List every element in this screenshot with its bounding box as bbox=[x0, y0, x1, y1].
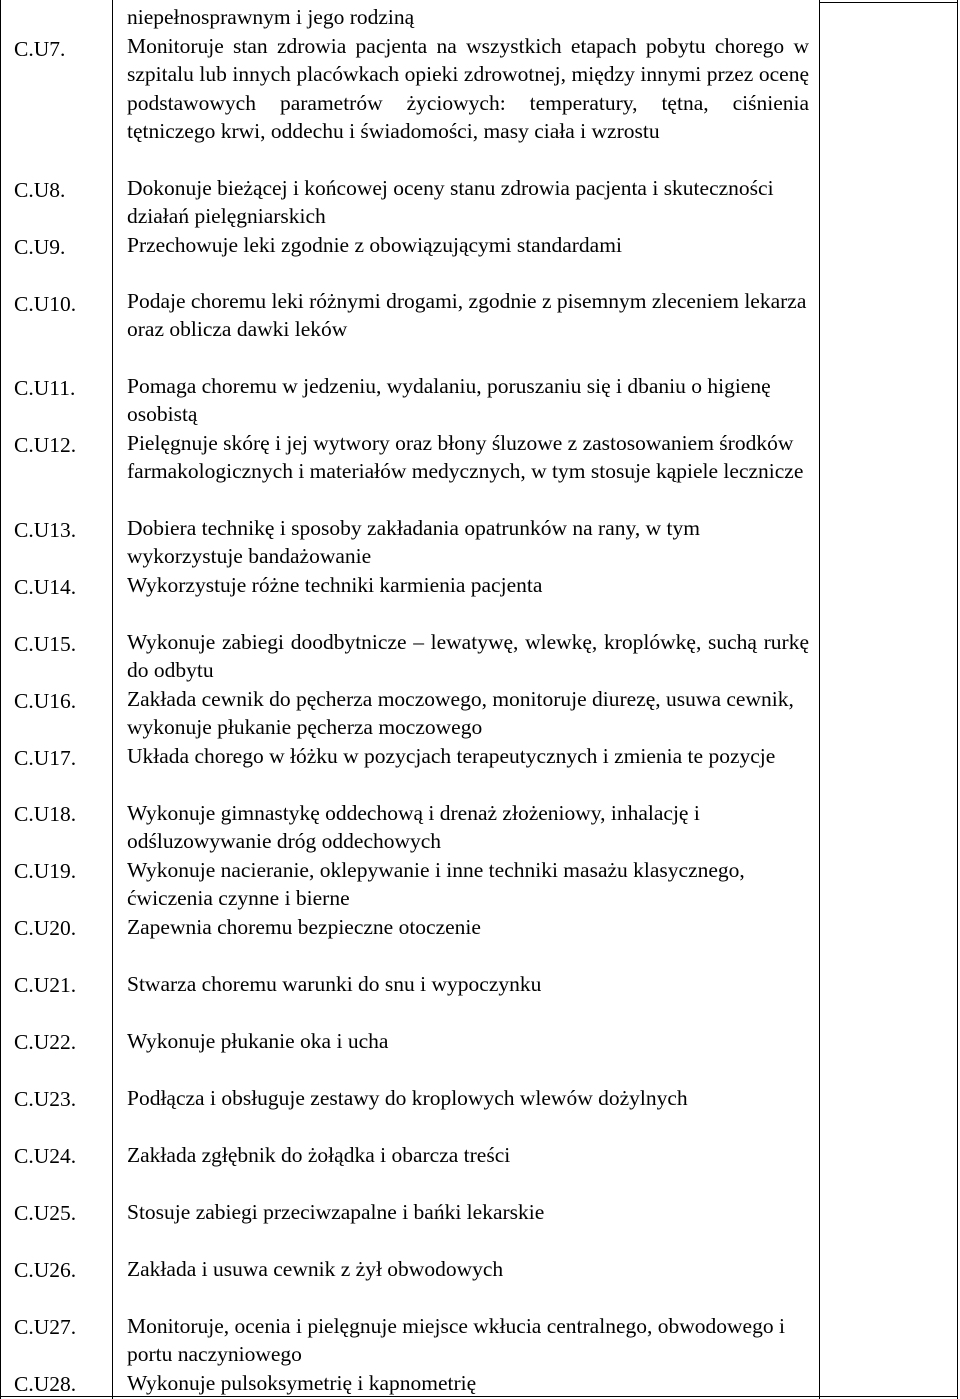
table-border-left bbox=[0, 0, 1, 1399]
row-code: C.U16. bbox=[14, 689, 77, 713]
table-border-right bbox=[957, 0, 958, 1399]
row-text: Monitoruje, ocenia i pielęgnuje miejsce wkłucia centralnego, obwodowego i portu naczyniowego bbox=[127, 1314, 785, 1367]
row-code: C.U23. bbox=[14, 1087, 77, 1111]
row-text: Układa chorego w łóżku w pozycjach terapeutycznych i zmienia te pozycje bbox=[127, 744, 776, 768]
row-code: C.U15. bbox=[14, 632, 77, 656]
row-text: Zakłada cewnik do pęcherza moczowego, monitoruje diurezę, usuwa cewnik, wykonuje płukanie pęcherza moczowego bbox=[127, 687, 794, 740]
row-text: Wykonuje zabiegi doodbytnicze – lewatywę, wlewkę, kroplówkę, suchą rurkę do odbytu bbox=[127, 630, 809, 683]
row-code: C.U27. bbox=[14, 1315, 77, 1339]
row-code: C.U17. bbox=[14, 746, 77, 770]
row-code: C.U14. bbox=[14, 575, 77, 599]
row-code: C.U10. bbox=[14, 292, 77, 316]
row-code: C.U11. bbox=[14, 376, 76, 400]
row-text: Dobiera technikę i sposoby zakładania opatrunków na rany, w tym wykorzystuje bandażowanie bbox=[127, 516, 700, 569]
row-text: Wykorzystuje różne techniki karmienia pacjenta bbox=[127, 573, 543, 597]
row-code: C.U24. bbox=[14, 1144, 77, 1168]
row-text: Zakłada i usuwa cewnik z żył obwodowych bbox=[127, 1257, 504, 1281]
row-text: Dokonuje bieżącej i końcowej oceny stanu zdrowia pacjenta i skuteczności działań pielęgniarskich bbox=[127, 176, 774, 229]
row-text: Wykonuje płukanie oka i ucha bbox=[127, 1029, 389, 1053]
row-code: C.U7. bbox=[14, 37, 66, 61]
row-code: C.U21. bbox=[14, 973, 77, 997]
row-code: C.U18. bbox=[14, 802, 77, 826]
row-code: C.U8. bbox=[14, 178, 66, 202]
row-text: Pomaga choremu w jedzeniu, wydalaniu, poruszaniu się i dbaniu o higienę osobistą bbox=[127, 374, 771, 427]
row-text: Monitoruje stan zdrowia pacjenta na wszystkich etapach pobytu chorego w szpitalu lub innych placówkach opieki zdrowotnej, między innymi przez ocenę podstawowych parametrów życiowych: temperatury, tętna, ciśnienia tętniczego krwi, oddechu i świadomości, masy ciała i wzrostu bbox=[127, 34, 809, 143]
row-code: C.U26. bbox=[14, 1258, 77, 1282]
row-text: Stwarza choremu warunki do snu i wypoczynku bbox=[127, 972, 542, 996]
row-text: Zapewnia choremu bezpieczne otoczenie bbox=[127, 915, 481, 939]
row-text: Wykonuje gimnastykę oddechową i drenaż złożeniowy, inhalację i odśluzowywanie dróg oddechowych bbox=[127, 801, 700, 854]
row-text: Zakłada zgłębnik do żołądka i obarcza treści bbox=[127, 1143, 511, 1167]
row-code: C.U19. bbox=[14, 859, 77, 883]
row-fragment-text: niepełnosprawnym i jego rodziną bbox=[127, 5, 415, 29]
row-code: C.U22. bbox=[14, 1030, 77, 1054]
row-text: Wykonuje nacieranie, oklepywanie i inne techniki masażu klasycznego, ćwiczenia czynne i bierne bbox=[127, 858, 745, 911]
row-text: Pielęgnuje skórę i jej wytwory oraz błony śluzowe z zastosowaniem środków farmakologicznych i materiałów medycznych, w tym stosuje kąpiele lecznicze bbox=[127, 431, 804, 484]
row-code: C.U12. bbox=[14, 433, 77, 457]
row-text: Przechowuje leki zgodnie z obowiązującymi standardami bbox=[127, 233, 622, 257]
row-code: C.U9. bbox=[14, 235, 66, 259]
row-text: Podłącza i obsługuje zestawy do kroplowych wlewów dożylnych bbox=[127, 1086, 688, 1110]
notes-cell-top bbox=[819, 2, 958, 3]
row-code: C.U20. bbox=[14, 916, 77, 940]
row-code: C.U13. bbox=[14, 518, 77, 542]
row-code: C.U28. bbox=[14, 1372, 77, 1396]
column-divider-notes bbox=[819, 0, 820, 1399]
row-text: Podaje choremu leki różnymi drogami, zgodnie z pisemnym zleceniem lekarza oraz oblicza dawki leków bbox=[127, 289, 807, 342]
row-code: C.U25. bbox=[14, 1201, 77, 1225]
row-text: Stosuje zabiegi przeciwzapalne i bańki lekarskie bbox=[127, 1200, 545, 1224]
column-divider-code bbox=[112, 0, 113, 1399]
row-text: Wykonuje pulsoksymetrię i kapnometrię bbox=[127, 1371, 477, 1395]
